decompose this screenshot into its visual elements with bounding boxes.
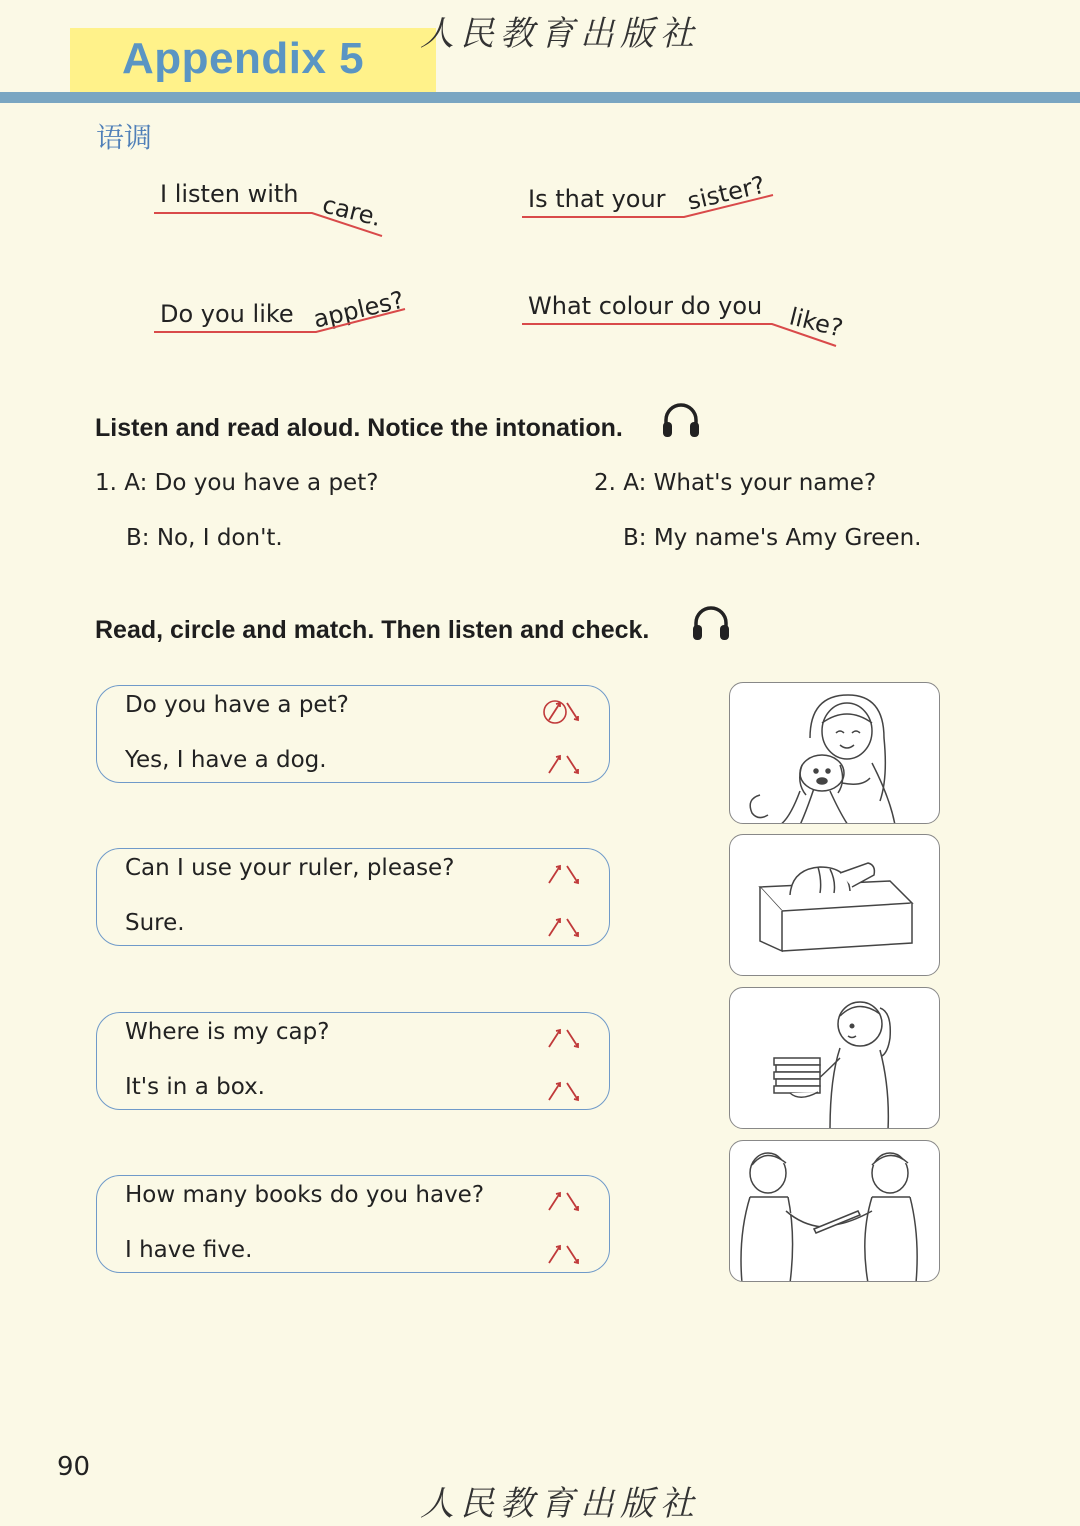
dialogue-2-b: B: My name's Amy Green. <box>623 525 922 551</box>
girl-hugging-dog-illustration <box>730 683 940 824</box>
example-1-prefix: I listen with <box>160 180 299 208</box>
rising-falling-arrows-icon[interactable] <box>543 749 583 779</box>
headphones-icon[interactable] <box>690 603 732 643</box>
dialogue-2-a: 2. A: What's your name? <box>594 470 877 496</box>
rising-falling-arrows-icon[interactable] <box>543 1239 583 1269</box>
cap-in-box-illustration <box>730 835 940 976</box>
picture-boys-ruler[interactable] <box>729 1140 940 1282</box>
headphones-icon[interactable] <box>660 400 702 440</box>
picture-girl-books[interactable] <box>729 987 940 1129</box>
publisher-mark-top: 人民教育出版社 <box>420 14 700 54</box>
rising-falling-arrows-icon[interactable] <box>543 1186 583 1216</box>
match-box-4 <box>96 1175 610 1273</box>
match-1-question: Do you have a pet? <box>125 692 349 718</box>
rising-falling-arrows-icon[interactable] <box>543 1023 583 1053</box>
dialogue-1-b: B: No, I don't. <box>126 525 283 551</box>
page-number: 90 <box>57 1452 91 1482</box>
match-1-answer: Yes, I have a dog. <box>125 747 327 773</box>
picture-cap-box[interactable] <box>729 834 940 976</box>
dialogue-1-a: 1. A: Do you have a pet? <box>95 470 379 496</box>
example-4-prefix: What colour do you <box>528 292 763 320</box>
match-box-2 <box>96 848 610 946</box>
example-3-stressed: apples? <box>310 285 407 334</box>
publisher-mark-bottom: 人民教育出版社 <box>420 1484 700 1524</box>
match-2-answer: Sure. <box>125 910 185 936</box>
match-box-1 <box>96 685 610 783</box>
example-3-prefix: Do you like <box>160 300 294 328</box>
rising-falling-arrows-icon[interactable] <box>543 696 583 726</box>
rising-falling-arrows-icon[interactable] <box>543 859 583 889</box>
example-4-stressed: like? <box>786 302 846 343</box>
match-instruction: Read, circle and match. Then listen and check. <box>95 616 650 644</box>
match-3-answer: It's in a box. <box>125 1074 265 1100</box>
page-title: Appendix 5 <box>122 34 365 83</box>
rising-falling-arrows-icon[interactable] <box>543 1076 583 1106</box>
example-2-stressed: sister? <box>684 170 768 216</box>
match-box-3 <box>96 1012 610 1110</box>
rising-falling-arrows-icon[interactable] <box>543 912 583 942</box>
boys-sharing-ruler-illustration <box>730 1141 940 1282</box>
match-4-answer: I have five. <box>125 1237 253 1263</box>
listen-instruction: Listen and read aloud. Notice the intonation. <box>95 414 623 442</box>
match-2-question: Can I use your ruler, please? <box>125 855 455 881</box>
picture-girl-dog[interactable] <box>729 682 940 824</box>
girl-holding-books-illustration <box>730 988 940 1129</box>
match-4-question: How many books do you have? <box>125 1182 485 1208</box>
match-3-question: Where is my cap? <box>125 1019 330 1045</box>
section-title: 语调 <box>96 121 153 154</box>
header-rule <box>0 92 1080 103</box>
example-1-stressed: care. <box>319 190 385 233</box>
example-2-prefix: Is that your <box>528 185 666 213</box>
